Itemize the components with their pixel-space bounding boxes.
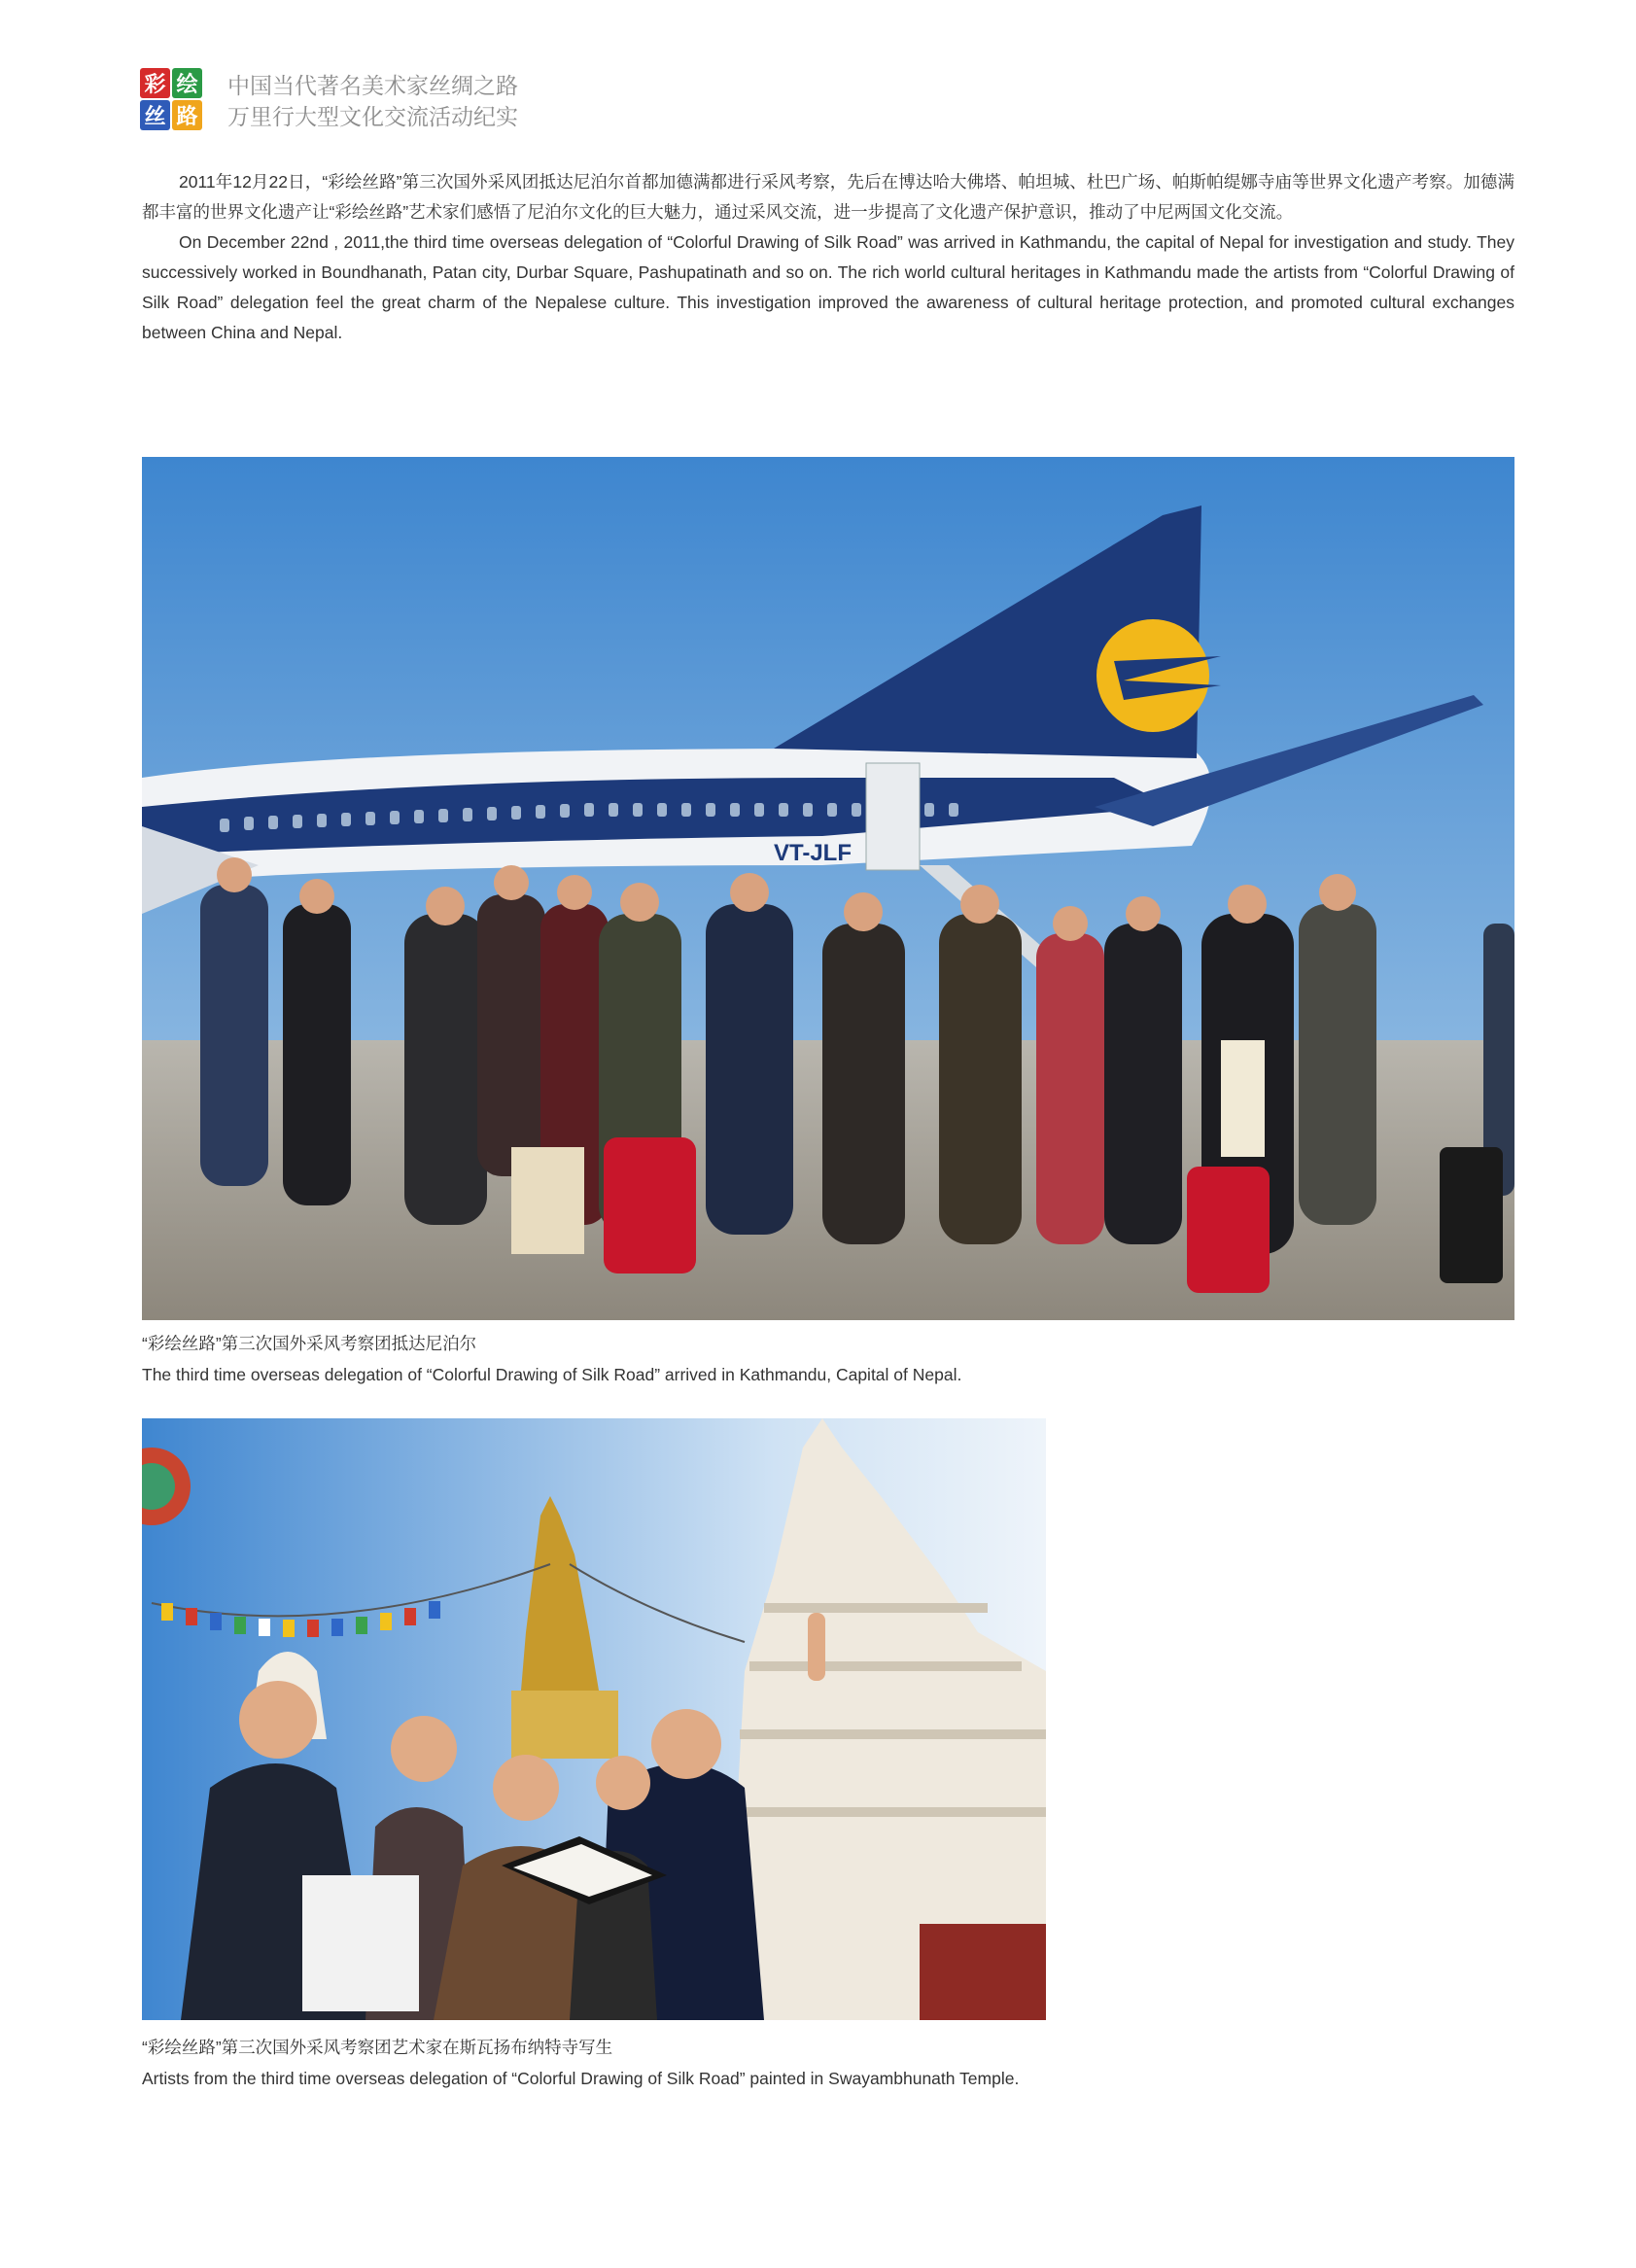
logo-char-3: 丝 [140,100,170,130]
logo-char-4: 路 [172,100,202,130]
header-line-2: 万里行大型文化交流活动纪实 [227,104,518,129]
intro-text [142,167,1514,348]
logo-char-2: 绘 [172,68,202,98]
caption-1-english: The third time overseas delegation of “Colorful Drawing of Silk Road” arrived in Kathmandu, Capital of Nepal. [142,1365,962,1384]
photo-temple-artists [142,1418,1046,2020]
logo-char-1: 彩 [140,68,170,98]
caption-2-english: Artists from the third time overseas delegation of “Colorful Drawing of Silk Road” painted in Swayambhunath Temple. [142,2069,1020,2088]
caption-2-chinese: “彩绘丝路”第三次国外采风考察团艺术家在斯瓦扬布纳特寺写生 [142,2038,613,2057]
header-line-1: 中国当代著名美术家丝绸之路 [227,73,518,98]
caption-photo-1 [142,1328,961,1390]
caption-photo-2 [142,2032,1019,2094]
intro-english: On December 22nd , 2011,the third time overseas delegation of “Colorful Drawing of Silk Road” was arrived in Kathmandu, the capital of Nepal for investigation and study. They successively worked in Boundhanath, Patan city, Durbar Square, Pashupatinath and so on. The rich world cultural heritages in Kathmandu made the artists from “Colorful Drawing of Silk Road” delegation feel the great charm of the Nepalese culture. This investigation improved the awareness of cultural heritage protection, and promoted cultural exchanges between China and Nepal. [142,232,1514,342]
header-title [227,70,518,132]
logo [140,68,202,130]
caption-1-chinese: “彩绘丝路”第三次国外采风考察团抵达尼泊尔 [142,1334,477,1353]
aircraft-registration: VT-JLF [774,840,853,866]
photo-airplane-group [142,457,1514,1320]
intro-chinese: 2011年12月22日，“彩绘丝路”第三次国外采风团抵达尼泊尔首都加德满都进行采风考察，先后在博达哈大佛塔、帕坦城、杜巴广场、帕斯帕缇娜寺庙等世界文化遗产考察。加德满都丰富的世界文化遗产让“彩绘丝路”艺术家们感悟了尼泊尔文化的巨大魅力，通过采风交流，进一步提高了文化遗产保护意识，推动了中尼两国文化交流。 [142,172,1514,222]
